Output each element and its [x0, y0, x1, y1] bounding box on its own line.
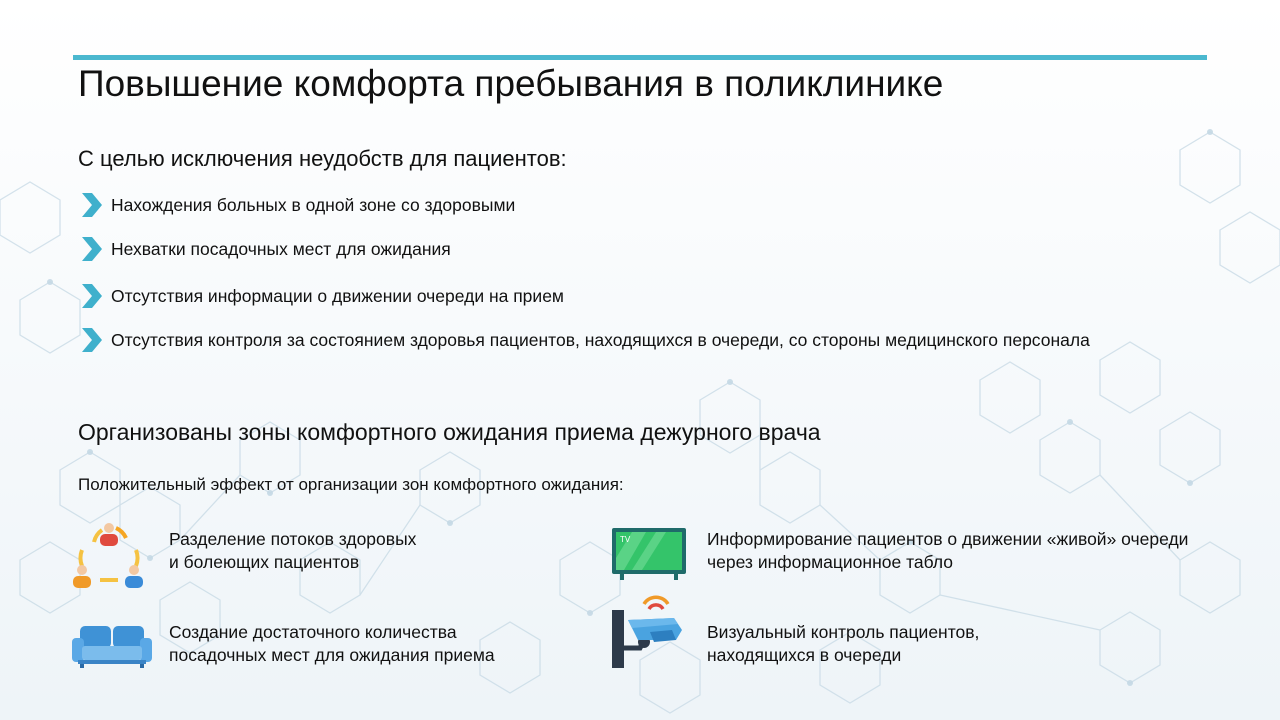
bullet-text: Нехватки посадочных мест для ожидания — [111, 239, 451, 259]
feature-line: Информирование пациентов о движении «живой» очереди — [707, 529, 1189, 549]
feature-line: и болеющих пациентов — [169, 552, 360, 572]
feature-line: находящихся в очереди — [707, 645, 902, 665]
intro-text: С целью исключения неудобств для пациентов: — [78, 146, 567, 171]
feature-line: Визуальный контроль пациентов, — [707, 622, 980, 642]
feature-line: через информационное табло — [707, 552, 953, 572]
chevron-right-icon — [80, 236, 104, 262]
sofa-icon — [72, 624, 152, 668]
chevron-right-icon — [80, 192, 104, 218]
security-camera-icon — [610, 590, 690, 672]
effect-intro-text: Положительный эффект от организации зон комфортного ожидания: — [78, 475, 624, 494]
feature-line: посадочных мест для ожидания приема — [169, 645, 495, 665]
feature-info-board — [707, 528, 1247, 574]
bullet-item — [80, 235, 451, 263]
feature-visual-control — [707, 621, 1247, 667]
tv-label: TV — [620, 535, 631, 544]
bullet-text: Нахождения больных в одной зоне со здоровыми — [111, 195, 516, 215]
section-title: Организованы зоны комфортного ожидания приема дежурного врача — [78, 419, 821, 445]
chevron-right-icon — [80, 327, 104, 353]
bullet-item — [80, 326, 1090, 354]
people-flow-icon — [72, 516, 146, 590]
bullet-item — [80, 191, 515, 219]
title-accent-bar — [73, 55, 1207, 60]
slide-title: Повышение комфорта пребывания в поликлинике — [78, 63, 944, 104]
bullet-item — [80, 282, 564, 310]
chevron-right-icon — [80, 283, 104, 309]
bullet-text: Отсутствия контроля за состоянием здоровья пациентов, находящихся в очереди, со стороны медицинского персонала — [111, 330, 1090, 350]
tv-board-icon — [612, 528, 686, 580]
bullet-text: Отсутствия информации о движении очереди на прием — [111, 286, 564, 306]
feature-line: Создание достаточного количества — [169, 622, 457, 642]
feature-line: Разделение потоков здоровых — [169, 529, 417, 549]
